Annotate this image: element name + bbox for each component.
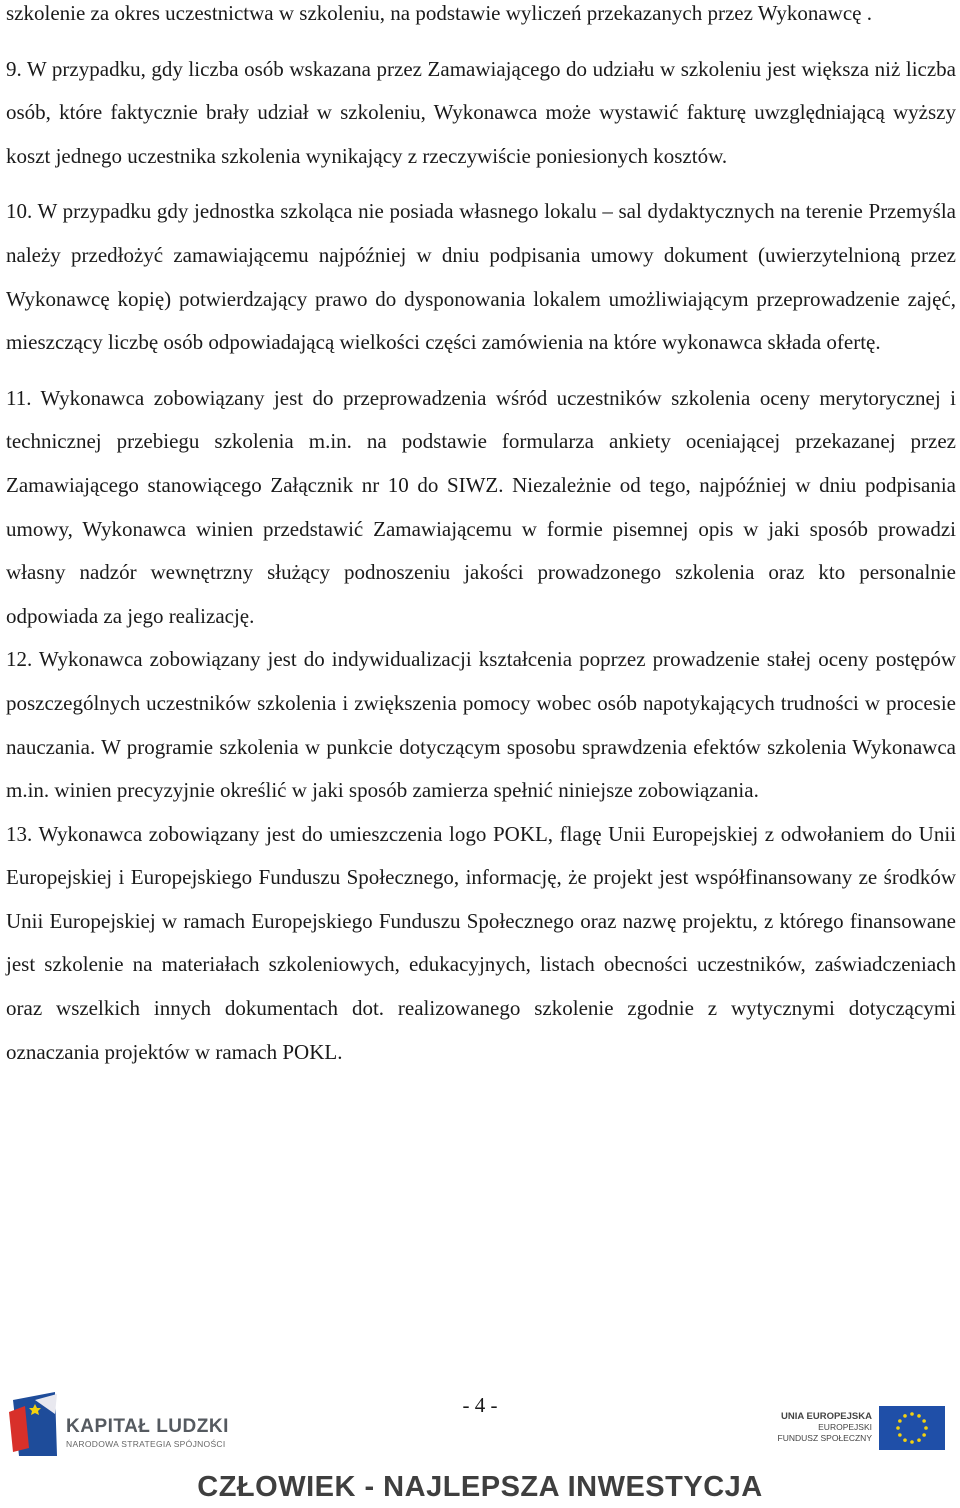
paragraph-8-tail: szkolenie za okres uczestnictwa w szkoleniu, na podstawie wyliczeń przekazanych przez Wykonawcę .	[6, 1, 872, 25]
slogan: CZŁOWIEK - NAJLEPSZA INWESTYCJA	[197, 1471, 763, 1503]
eu-line-1: UNIA EUROPEJSKA	[781, 1411, 872, 1422]
eu-flag-icon	[879, 1406, 945, 1450]
eu-star-icon	[922, 1433, 926, 1437]
kapital-ludzki-wordmark	[66, 1416, 229, 1449]
eu-wordmark	[770, 1411, 872, 1444]
eu-star-icon	[922, 1419, 926, 1423]
document-body	[6, 0, 956, 1074]
eu-star-icon	[917, 1414, 921, 1418]
eu-star-icon	[903, 1414, 907, 1418]
paragraph-12: 12. Wykonawca zobowiązany jest do indywidualizacji kształcenia poprzez prowadzenie stałej oceny postępów poszczególnych uczestników szkolenia i zwiększenia pomocy wobec osób napotykających trudności w procesie nauczania. W programie szkolenia w punkcie dotyczącym sposobu sprawdzenia efektów szkolenia Wykonawca m.in. winien precyzyjnie określić w jaki sposób zamierza spełnić niniejsze zobowiązania.	[6, 647, 956, 803]
paragraph-10: 10. W przypadku gdy jednostka szkoląca nie posiada własnego lokalu – sal dydaktycznych na terenie Przemyśla należy przedłożyć zamawiającemu najpóźniej w dniu podpisania umowy dokument (uwierzytelnioną przez Wykonawcę kopię) potwierdzający prawo do dysponowania lokalem umożliwiającym przeprowadzenie zajęć, mieszczący liczbę osób odpowiadającą wielkości części zamówienia na które wykonawca składa ofertę.	[6, 199, 956, 355]
page-number: - 4 -	[462, 1393, 498, 1417]
kapital-ludzki-title: KAPITAŁ LUDZKI	[66, 1416, 229, 1437]
paragraph-11: 11. Wykonawca zobowiązany jest do przeprowadzenia wśród uczestników szkolenia oceny merytorycznej i technicznej przebiegu szkolenia m.in. na podstawie formularza ankiety oceniającej przekazanej przez Zamawiającego stanowiącego Załącznik nr 10 do SIWZ. Niezależnie od tego, najpóźniej w dniu podpisania umowy, Wykonawca winien przedstawić Zamawiającemu w formie pisemnej opis w jaki sposób prowadzi własny nadzór wewnętrzny służący podnoszeniu jakości prowadzonego szkolenia oraz kto personalnie odpowiada za jego realizację.	[6, 385, 956, 628]
eu-star-icon	[903, 1438, 907, 1442]
eu-star-icon	[896, 1426, 900, 1430]
paragraph-9: 9. W przypadku, gdy liczba osób wskazana przez Zamawiającego do udziału w szkoleniu jest większa niż liczba osób, które faktycznie brały udział w szkoleniu, Wykonawca może wystawić fakturę uwzględniającą wyższy koszt jednego uczestnika szkolenia wynikający z rzeczywiście poniesionych kosztów.	[6, 56, 956, 168]
eu-star-icon	[917, 1438, 921, 1442]
eu-star-icon	[910, 1412, 914, 1416]
eu-line-2: EUROPEJSKI	[818, 1422, 872, 1432]
kapital-ludzki-subtitle: NARODOWA STRATEGIA SPÓJNOŚCI	[66, 1439, 226, 1449]
eu-star-icon	[898, 1433, 902, 1437]
paragraph-13: 13. Wykonawca zobowiązany jest do umieszczenia logo POKL, flagę Unii Europejskiej z odwołaniem do Unii Europejskiej i Europejskiego Funduszu Społecznego, informację, że projekt jest współfinansowany ze środków Unii Europejskiej w ramach Europejskiego Funduszu Społecznego oraz nazwę projektu, z którego finansowane jest szkolenie na materiałach szkoleniowych, edukacyjnych, listach obecności uczestników, zaświadczeniach oraz wszelkich innych dokumentach dot. realizowanego szkolenie zgodnie z wytycznymi dotyczącymi oznaczania projektów w ramach POKL.	[6, 821, 956, 1064]
eu-star-icon	[910, 1440, 914, 1444]
eu-star-icon	[924, 1426, 928, 1430]
eu-star-icon	[898, 1419, 902, 1423]
eu-line-3: FUNDUSZ SPOŁECZNY	[777, 1433, 872, 1443]
